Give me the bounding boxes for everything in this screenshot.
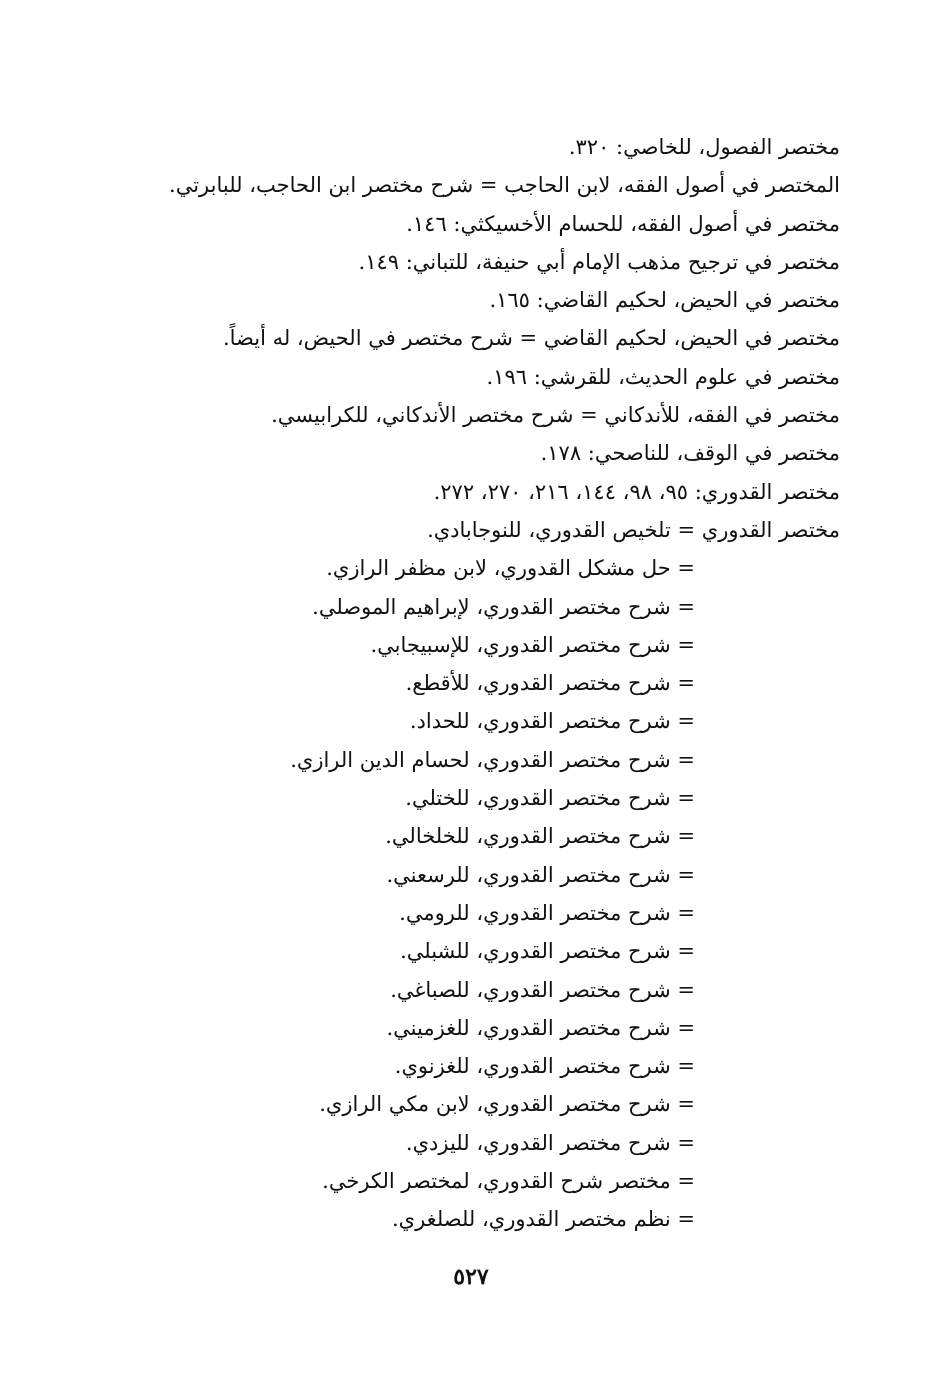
index-entry: مختصر في الحيض، لحكيم القاضي = شرح مختصر في الحيض، له أيضاً. — [222, 326, 840, 351]
index-sub-entry: = شرح مختصر القدوري، للخلخالي. — [385, 824, 695, 849]
index-sub-entry: = شرح مختصر القدوري، للغزميني. — [386, 1015, 695, 1040]
index-sub-entry: = حل مشكل القدوري، لابن مظفر الرازي. — [326, 556, 695, 581]
index-entry: مختصر القدوري = تلخيص القدوري، للنوجابادي. — [427, 517, 840, 542]
index-entry: مختصر القدوري: ٩٥، ٩٨، ١٤٤، ٢١٦، ٢٧٠، ٢٧٢. — [433, 479, 840, 504]
index-sub-entry: = شرح مختصر القدوري، لحسام الدين الرازي. — [290, 747, 695, 772]
index-sub-entry: = شرح مختصر القدوري، للإسبيجابي. — [370, 632, 695, 657]
index-entry: مختصر في علوم الحديث، للقرشي: ١٩٦. — [486, 364, 840, 389]
index-entry: مختصر الفصول، للخاصي: ٣٢٠. — [568, 135, 840, 159]
index-entry: المختصر في أصول الفقه، لابن الحاجب = شرح مختصر ابن الحاجب، للبابرتي. — [169, 173, 840, 198]
index-sub-entry: = شرح مختصر القدوري، للشبلي. — [400, 939, 695, 964]
index-entry: مختصر في أصول الفقه، للحسام الأخسيكثي: ١٤٦. — [406, 211, 840, 236]
index-sub-entry: = شرح مختصر القدوري، لإبراهيم الموصلي. — [312, 594, 695, 619]
index-sub-entry: = شرح مختصر القدوري، لليزدي. — [405, 1130, 695, 1155]
index-sub-entry: = مختصر شرح القدوري، لمختصر الكرخي. — [322, 1169, 695, 1194]
index-entry: مختصر في ترجيح مذهب الإمام أبي حنيفة، للتباني: ١٤٩. — [358, 249, 840, 274]
page-number: ٥٢٧ — [453, 1264, 489, 1290]
index-sub-entry: = شرح مختصر القدوري، للختلي. — [405, 786, 695, 811]
index-sub-entry: = شرح مختصر القدوري، للصباغي. — [390, 977, 695, 1002]
index-entry: مختصر في الفقه، للأندكاني = شرح مختصر الأندكاني، للكرابيسي. — [271, 403, 840, 428]
index-entries — [120, 128, 840, 1239]
index-sub-entry: = شرح مختصر القدوري، للرومي. — [399, 900, 695, 925]
index-sub-entry: = شرح مختصر القدوري، للحداد. — [409, 709, 695, 734]
index-sub-entry: = شرح مختصر القدوري، للغزنوي. — [394, 1054, 695, 1079]
index-sub-entry: = شرح مختصر القدوري، لابن مكي الرازي. — [319, 1092, 695, 1117]
index-entry: مختصر في الحيض، لحكيم القاضي: ١٦٥. — [489, 288, 840, 313]
index-sub-entry: = شرح مختصر القدوري، للأقطع. — [405, 671, 695, 696]
index-entry: مختصر في الوقف، للناصحي: ١٧٨. — [540, 441, 840, 466]
index-sub-entry: = نظم مختصر القدوري، للصلغري. — [391, 1207, 695, 1232]
index-sub-entry: = شرح مختصر القدوري، للرسعني. — [386, 862, 695, 887]
